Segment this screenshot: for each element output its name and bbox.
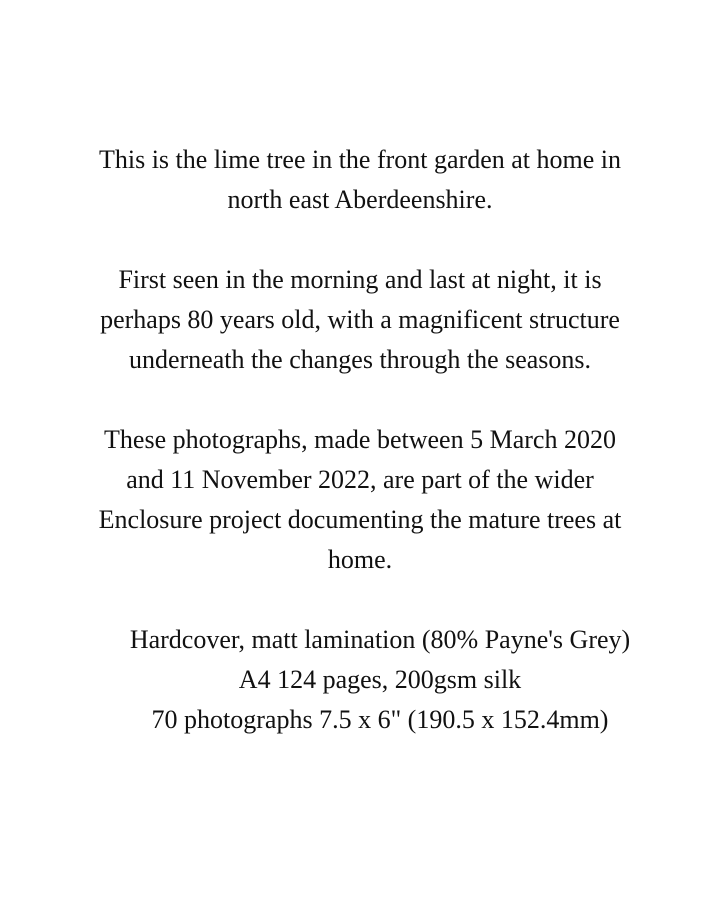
book-specifications — [30, 620, 690, 740]
intro-paragraph — [30, 140, 690, 220]
spec-line: Hardcover, matt lamination (80% Payne's Grey) — [129, 625, 631, 654]
text-line: north east Aberdeenshire. — [227, 185, 493, 214]
text-line: and 11 November 2022, are part of the wider — [126, 465, 594, 494]
project-paragraph — [30, 420, 690, 580]
text-line: underneath the changes through the seasons. — [128, 345, 592, 374]
description-text — [30, 140, 690, 740]
text-line: Enclosure project documenting the mature trees at — [98, 505, 622, 534]
text-line: perhaps 80 years old, with a magnificent structure — [100, 305, 620, 334]
text-line: This is the lime tree in the front garden at home in — [98, 145, 622, 174]
spec-line: 70 photographs 7.5 x 6" (190.5 x 152.4mm) — [151, 705, 609, 734]
history-paragraph — [30, 260, 690, 380]
text-line: First seen in the morning and last at night, it is — [118, 265, 602, 294]
text-line: These photographs, made between 5 March 2020 — [104, 425, 616, 454]
spec-line: A4 124 pages, 200gsm silk — [238, 665, 522, 694]
text-line: home. — [327, 545, 393, 574]
